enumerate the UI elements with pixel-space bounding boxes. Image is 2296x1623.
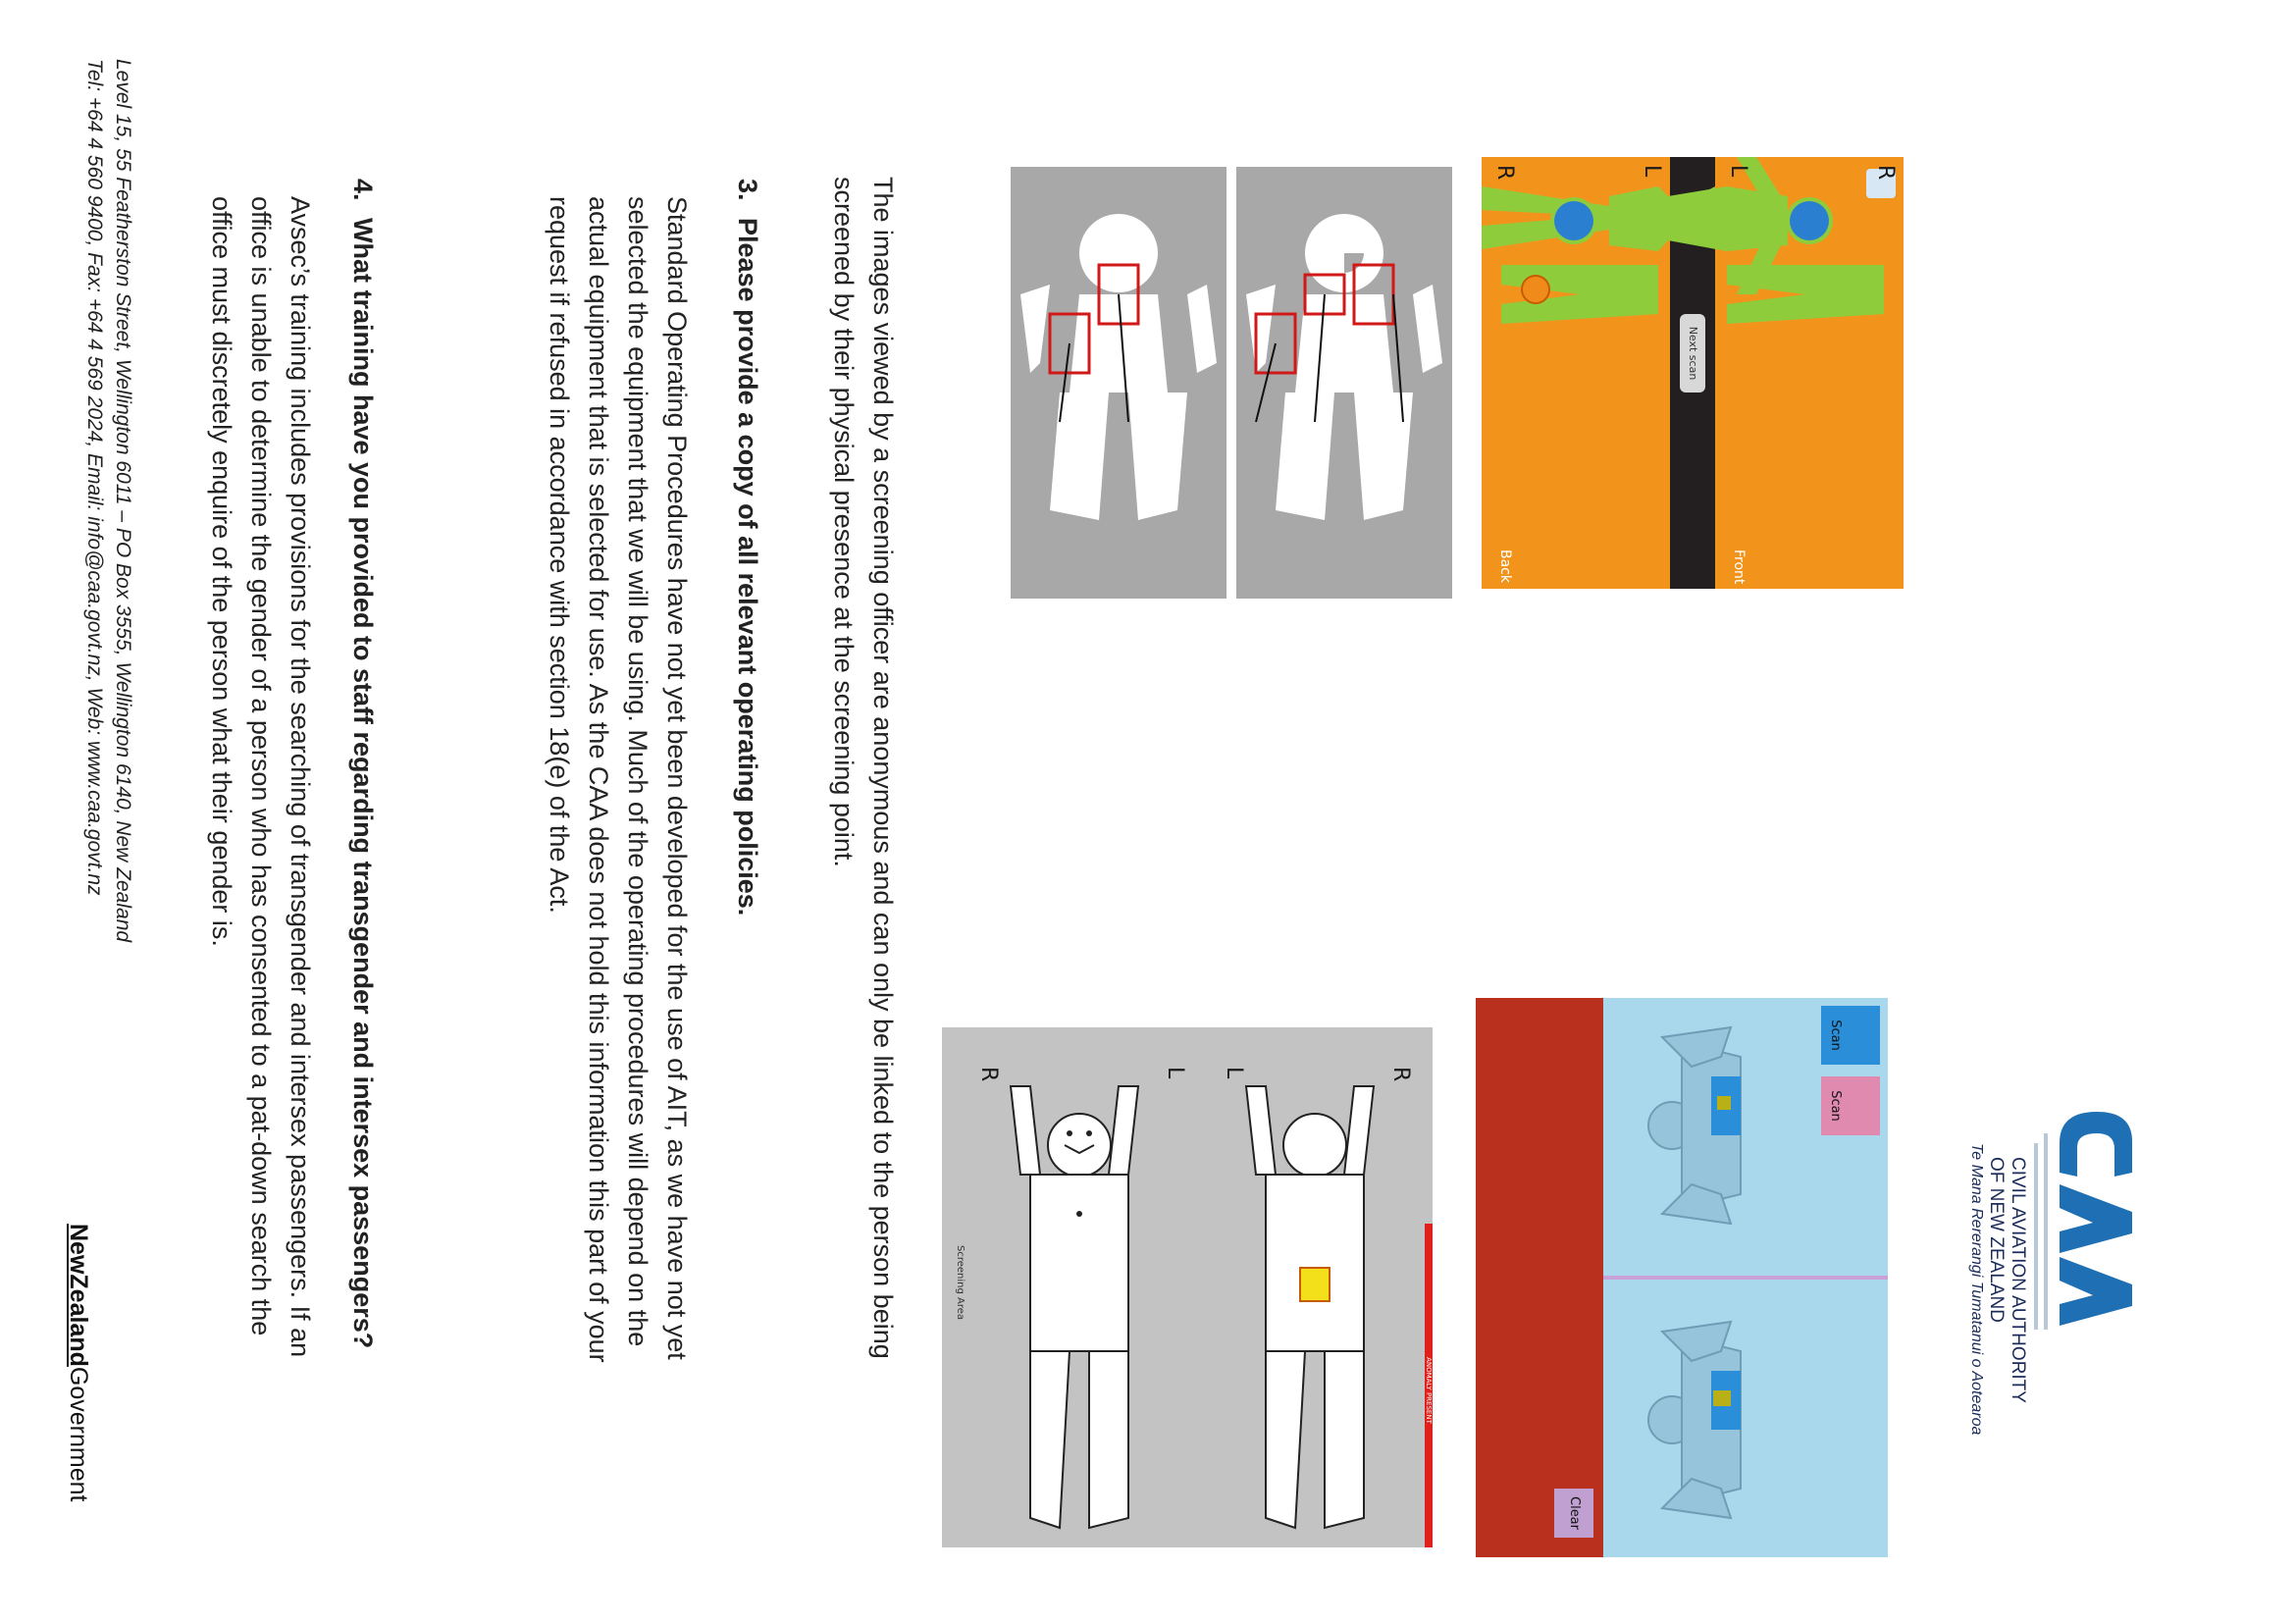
fig3-left-l: L — [1222, 1067, 1246, 1079]
q4-answer-line: office must discretely enquire of the person what their gender is. — [207, 196, 236, 947]
caption-line: The images viewed by a screening officer are anonymous and can only be linked to the person being — [868, 177, 898, 1359]
footer-address — [80, 59, 137, 942]
nz-government-wordmark — [59, 1224, 98, 1501]
fig2-back-label: Back — [1497, 550, 1513, 583]
footer-address-line2: Tel: +64 4 560 9400, Fax: +64 4 569 2024, Email: info@caa.govt.nz, Web: www.caa.govt.nz — [83, 59, 106, 896]
caption-line: screened by their physical presence at the screening point. — [829, 177, 859, 867]
scan-button-top-label: Scan — [1828, 1020, 1843, 1051]
scan-button-bottom[interactable] — [1821, 1076, 1880, 1135]
scan-button-bottom-label: Scan — [1828, 1090, 1843, 1122]
fig2-right-l: L — [1640, 165, 1664, 178]
caa-logo — [1968, 1104, 2144, 1536]
fig3-left-r: R — [1388, 1067, 1413, 1082]
q4-heading — [343, 179, 383, 1348]
next-scan-button[interactable]: Next scan — [1680, 314, 1705, 393]
q3-answer — [540, 196, 697, 1363]
screening-area-figure — [942, 1027, 1433, 1547]
q3-heading — [728, 179, 767, 916]
q3-answer-line: selected the equipment that we will be using. Much of the operating procedures will depend on the — [623, 196, 652, 1347]
q4-number: 4. — [348, 179, 378, 201]
body-outline-alert-boxes-figure — [1011, 167, 1452, 599]
q4-heading-text: What training have you provided to staff regarding transgender and intersex passengers? — [348, 218, 378, 1349]
fig3-right-l: L — [1163, 1067, 1187, 1079]
fig2-front-label: Front — [1731, 550, 1747, 585]
q3-answer-line: request if refused in accordance with section 18(e) of the Act. — [545, 196, 574, 914]
caa-logo-mark — [2026, 1104, 2144, 1330]
body-scan-front-back-figure — [1482, 157, 1904, 589]
footer-address-line1: Level 15, 55 Featherston Street, Wellington 6011 – PO Box 3555, Wellington 6140, New Zealand — [112, 59, 134, 943]
fig2-left-l: L — [1726, 165, 1750, 178]
q3-answer-line: actual equipment that is selected for use. As the CAA does not hold this information this part of your — [584, 196, 613, 1363]
q4-answer — [202, 196, 320, 1357]
fig3-right-r: R — [976, 1067, 1001, 1082]
q3-heading-text: Please provide a copy of all relevant operating policies. — [733, 218, 762, 916]
gov-government: Government — [65, 1366, 92, 1502]
screening-area-label: Screening Area — [955, 1245, 965, 1321]
logo-tagline: Te Mana Rererangi Tumatanui o Aotearoa — [1968, 1143, 1985, 1436]
gov-zealand: Zealand — [65, 1274, 92, 1367]
scan-button-top[interactable] — [1821, 1006, 1880, 1065]
gov-new: New — [65, 1224, 92, 1275]
anomaly-status-bar: ANOMALY PRESENT — [1425, 1224, 1433, 1547]
q4-answer-line: Avsec’s training includes provisions for the searching of transgender and intersex passengers. If an — [286, 196, 315, 1358]
logo-line2: OF NEW ZEALAND — [1986, 1157, 2007, 1323]
body-scan-millimeter-wave-figure — [1476, 998, 1888, 1557]
fig2-left-r: R — [1873, 165, 1898, 181]
logo-line1: CIVIL AVIATION AUTHORITY — [2008, 1157, 2028, 1403]
q3-number: 3. — [733, 179, 762, 201]
q3-answer-line: Standard Operating Procedures have not yet been developed for the use of AIT, as we have not yet — [662, 196, 692, 1360]
clear-button[interactable]: Clear — [1554, 1489, 1593, 1538]
image-caption — [824, 177, 903, 1359]
fig2-right-r: R — [1492, 165, 1517, 181]
q4-answer-line: office is unable to determine the gender of a person who has consented to a pat-down search the — [246, 196, 276, 1336]
